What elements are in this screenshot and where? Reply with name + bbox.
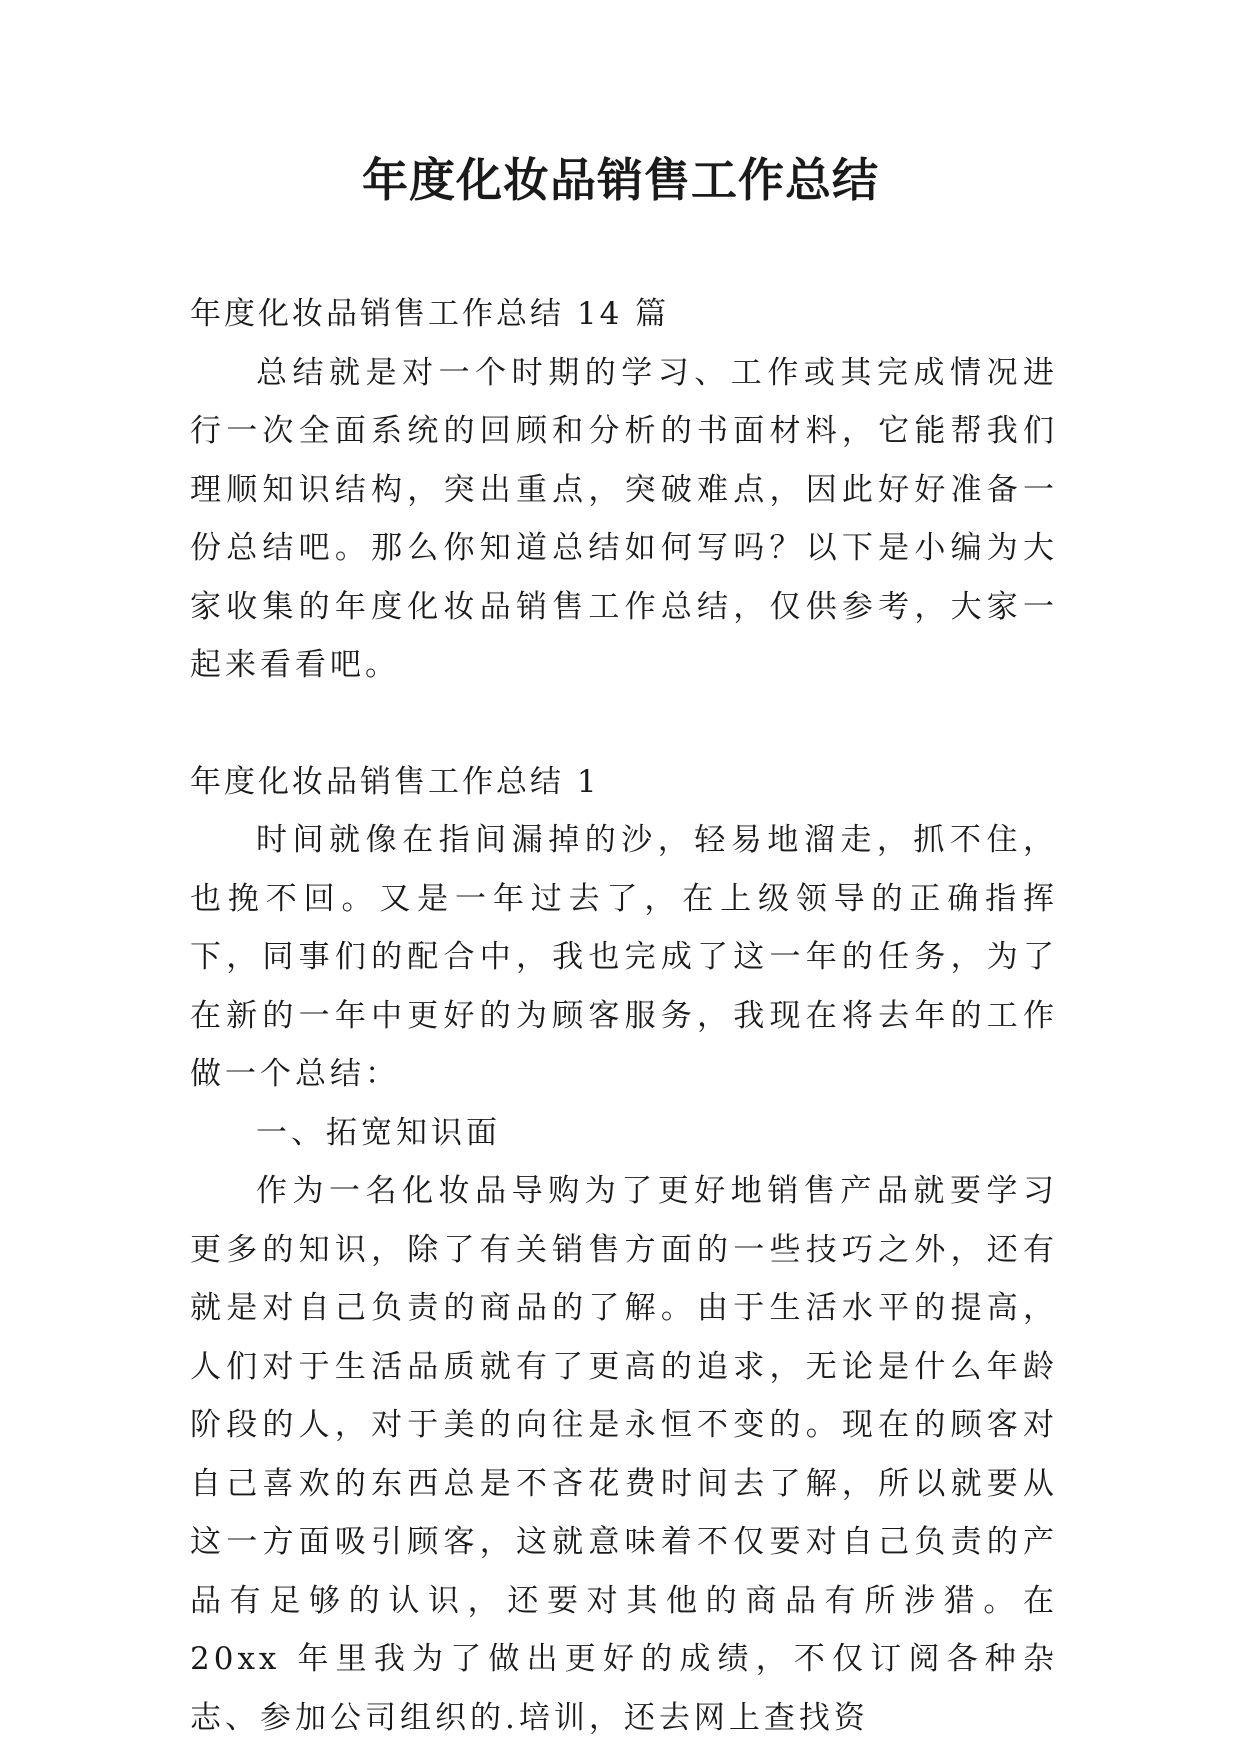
intro-paragraph: 总结就是对一个时期的学习、工作或其完成情况进行一次全面系统的回顾和分析的书面材料，它能帮我们理顺知识结构，突出重点，突破难点，因此好好准备一份总结吧。那么你知道总结如何写吗？以下是小编为大家收集的年度化妆品销售工作总结，仅供参考，大家一起来看看吧。 — [190, 354, 1058, 683]
section-heading: 年度化妆品销售工作总结 1 — [190, 763, 600, 800]
section-spacer — [190, 695, 1058, 753]
document-subtitle: 年度化妆品销售工作总结 14 篇 — [190, 296, 670, 332]
subsection-heading: 一、拓宽知识面 — [256, 1114, 501, 1151]
document-title: 年度化妆品销售工作总结 — [362, 153, 879, 207]
body-paragraph: 时间就像在指间漏掉的沙，轻易地溜走，抓不住，也挽不回。又是一年过去了，在上级领导的正确指挥下，同事们的配合中，我也完成了这一年的任务，为了在新的一年中更好的为顾客服务，我现在将去年的工作做一个总结： — [190, 822, 1058, 1092]
document-body — [190, 285, 1058, 1747]
body-paragraph: 作为一名化妆品导购为了更好地销售产品就要学习更多的知识，除了有关销售方面的一些技巧之外，还有就是对自己负责的商品的了解。由于生活水平的提高，人们对于生活品质就有了更高的追求，无论是什么年龄阶段的人，对于美的向往是永恒不变的。现在的顾客对自己喜欢的东西总是不吝花费时间去了解，所以就要从这一方面吸引顾客，这就意味着不仅要对自己负责的产品有足够的认识，还要对其他的商品有所涉猎。在 20xx 年里我为了做出更好的成绩，不仅订阅各种杂志、参加公司组织的.培训，还去网上查找资 — [190, 1173, 1058, 1736]
